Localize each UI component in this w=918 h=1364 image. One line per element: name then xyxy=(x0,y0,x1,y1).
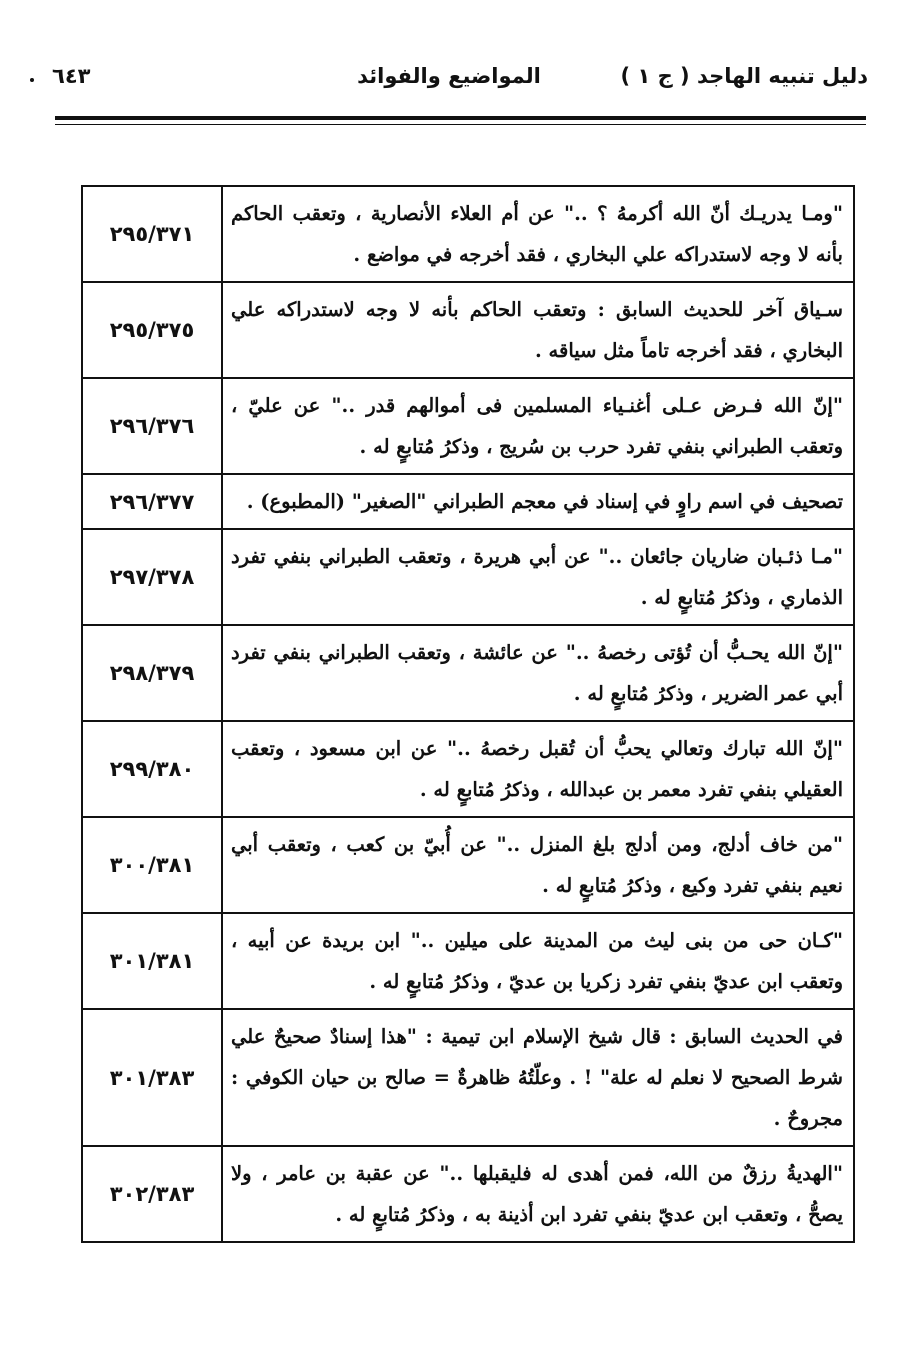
entry-text: تصحيف في اسم راوٍ في إسناد في معجم الطبراني "الصغير" (المطبوع) . xyxy=(222,474,854,529)
book-title: دليل تنبيه الهاجد ( ج ١ ) xyxy=(620,64,868,88)
table-row xyxy=(82,1009,854,1146)
entry-text: في الحديث السابق : قال شيخ الإسلام ابن تيمية : "هذا إسنادٌ صحيحٌ علي شرط الصحيح لا نعلم له علة" ! . وعلّتُهُ ظاهرةٌ = صالح بن حيان الكوفي : مجروحٌ . xyxy=(222,1009,854,1146)
table-row xyxy=(82,378,854,474)
entry-reference: ٣٠٢/٣٨٣ xyxy=(82,1146,222,1242)
entry-text: سـياق آخر للحديث السابق : وتعقب الحاكم بأنه لا وجه لاستدراكه علي البخاري ، فقد أخرجه تاماً مثل سياقه . xyxy=(222,282,854,378)
entry-reference: ٢٩٩/٣٨٠ xyxy=(82,721,222,817)
header-rule-thin xyxy=(55,124,866,125)
table-row xyxy=(82,625,854,721)
entry-text: "كـان حى من بنى ليث من المدينة على ميلين .." ابن بريدة عن أبيه ، وتعقب ابن عديّ بنفي تفرد زكريا بن عديّ ، وذكرُ مُتابعٍ له . xyxy=(222,913,854,1009)
page-number: ٦٤٣ xyxy=(52,64,91,88)
entry-text: "إنّ الله فـرض عـلى أغنـياء المسلمين فى أموالهم قدر .." عن عليّ ، وتعقب الطبراني بنفي تفرد حرب بن سُريج ، وذكرُ مُتابعٍ له . xyxy=(222,378,854,474)
table-row xyxy=(82,186,854,282)
table-row xyxy=(82,817,854,913)
table-row xyxy=(82,529,854,625)
page-header xyxy=(30,58,868,98)
table-row xyxy=(82,1146,854,1242)
section-title: المواضيع والفوائد xyxy=(357,64,541,88)
entry-text: "مـا ذئـبان ضاريان جائعان .." عن أبي هريرة ، وتعقب الطبراني بنفي تفرد الذماري ، وذكرُ مُتابعٍ له . xyxy=(222,529,854,625)
table-row xyxy=(82,721,854,817)
entry-reference: ٢٩٥/٣٧٥ xyxy=(82,282,222,378)
entry-reference: ٣٠١/٣٨١ xyxy=(82,913,222,1009)
entry-text: "إنّ الله يحـبُّ أن تُؤتى رخصهُ .." عن عائشة ، وتعقب الطبراني بنفي تفرد أبي عمر الضرير ، وذكرُ مُتابعٍ له . xyxy=(222,625,854,721)
entry-reference: ٢٩٥/٣٧١ xyxy=(82,186,222,282)
table-row xyxy=(82,913,854,1009)
index-table xyxy=(81,185,855,1243)
entry-reference: ٢٩٦/٣٧٦ xyxy=(82,378,222,474)
entry-text: "إنّ الله تبارك وتعالي يحبُّ أن تُقبل رخصهُ .." عن ابن مسعود ، وتعقب العقيلي بنفي تفرد معمر بن عبدالله ، وذكرُ مُتابعٍ له . xyxy=(222,721,854,817)
entry-text: "ومـا يدريـك أنّ الله أكرمهُ ؟ .." عن أم العلاء الأنصارية ، وتعقب الحاكم بأنه لا وجه لاستدراكه علي البخاري ، فقد أخرجه في مواضع . xyxy=(222,186,854,282)
entry-reference: ٢٩٦/٣٧٧ xyxy=(82,474,222,529)
entry-reference: ٣٠٠/٣٨١ xyxy=(82,817,222,913)
table-row xyxy=(82,474,854,529)
entry-reference: ٢٩٧/٣٧٨ xyxy=(82,529,222,625)
entry-text: "الهديةُ رزقٌ من الله، فمن أهدى له فليقبلها .." عن عقبة بن عامر ، ولا يصحُّ ، وتعقب ابن عديّ بنفي تفرد ابن أذينة به ، وذكرُ مُتابعٍ له . xyxy=(222,1146,854,1242)
entry-reference: ٢٩٨/٣٧٩ xyxy=(82,625,222,721)
header-rule-thick xyxy=(55,116,866,120)
header-dot xyxy=(30,78,34,82)
entry-text: "من خاف أدلج، ومن أدلج بلغ المنزل .." عن أُبيّ بن كعب ، وتعقب أبي نعيم بنفي تفرد وكيع ، وذكرُ مُتابعٍ له . xyxy=(222,817,854,913)
entry-reference: ٣٠١/٣٨٣ xyxy=(82,1009,222,1146)
table-row xyxy=(82,282,854,378)
